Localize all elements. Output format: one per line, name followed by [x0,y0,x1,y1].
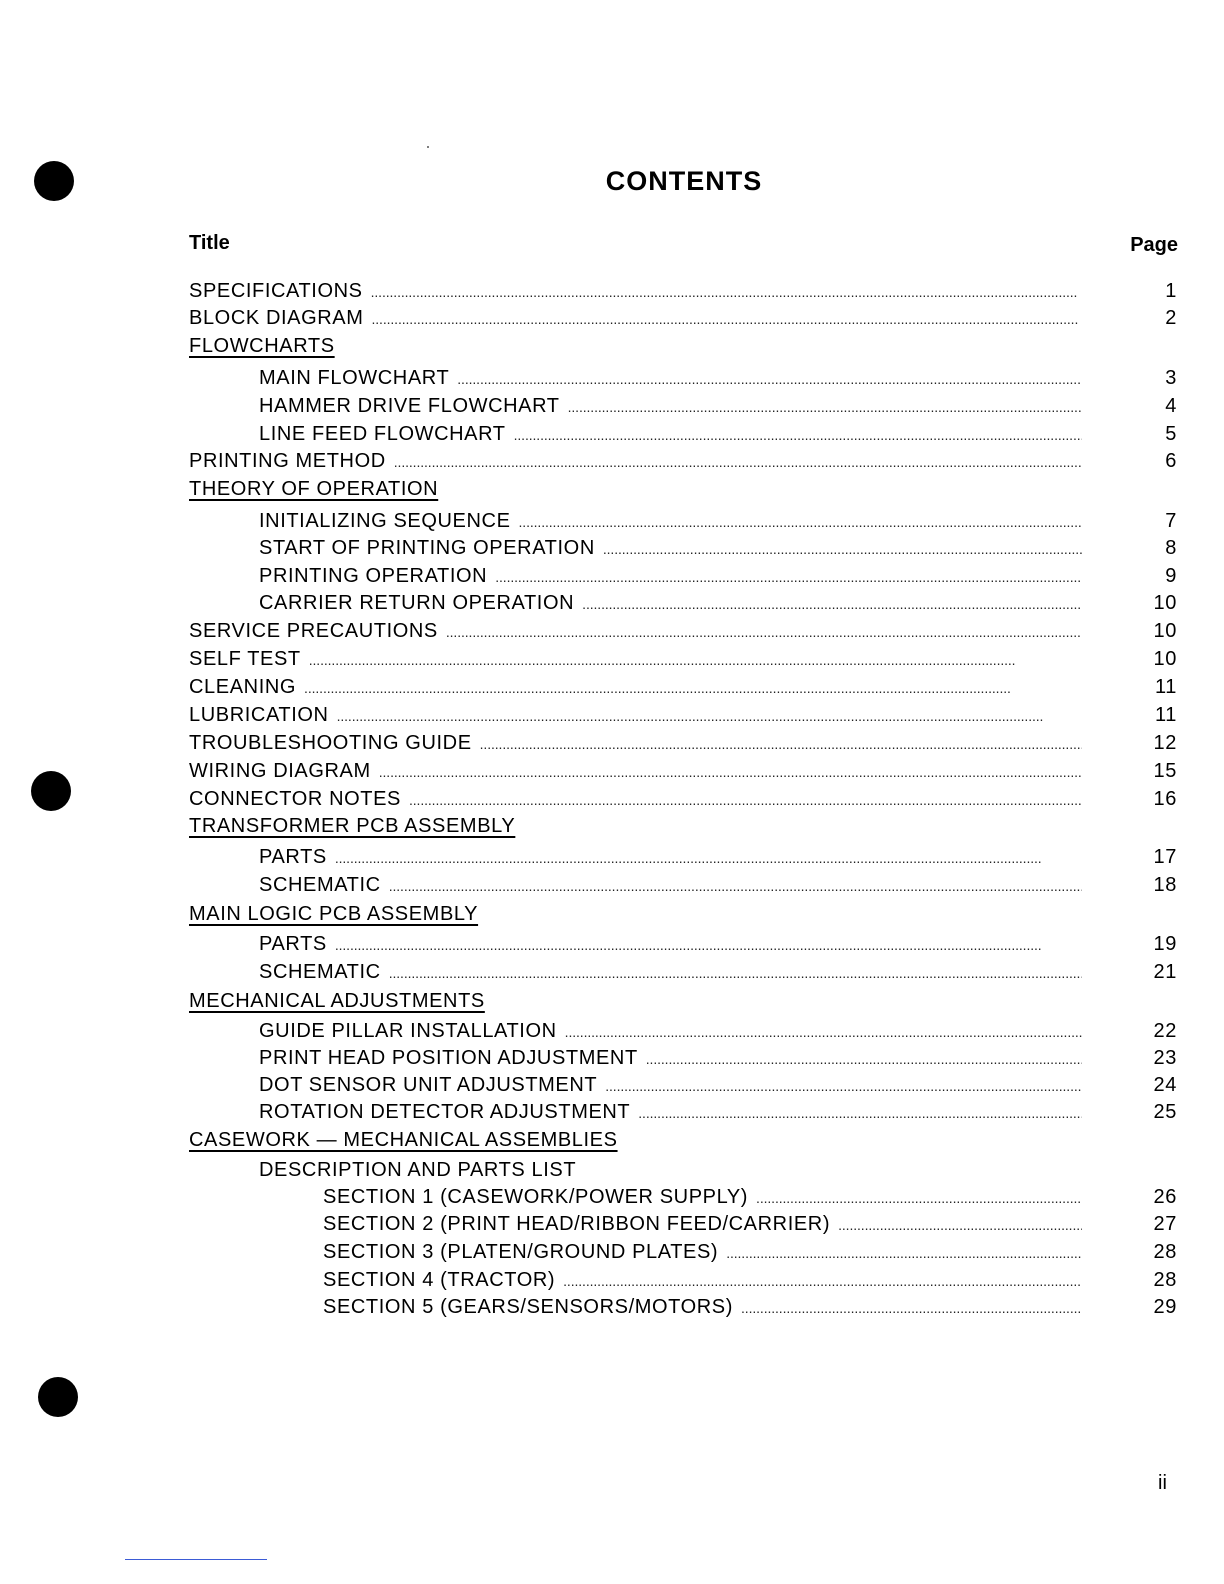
toc-entry-label: SELF TEST [189,648,301,670]
toc-entry-label: LUBRICATION [189,704,329,726]
toc-entry-label: PRINTING METHOD [189,450,386,472]
toc-entry-page: 18 [1153,874,1177,896]
toc-entry [259,510,1177,533]
toc-entry-label: START OF PRINTING OPERATION [259,537,595,559]
toc-entry [189,450,1177,473]
dot-leader [726,1245,1082,1261]
toc-entry-label: SECTION 5 (GEARS/SENSORS/MOTORS) [323,1296,734,1318]
toc-entry-label: TRANSFORMER PCB ASSEMBLY [189,815,516,837]
toc-entry [323,1296,1177,1319]
toc-entry-page: 16 [1153,788,1177,810]
dot-leader [741,1300,1082,1316]
dot-leader [756,1190,1082,1206]
toc-entry-page: 23 [1153,1047,1177,1069]
dot-leader [335,937,1082,953]
toc-entry-page: 15 [1153,760,1177,782]
dot-leader [304,680,1082,696]
toc-entry-label: THEORY OF OPERATION [189,478,439,500]
toc-entry-label: SPECIFICATIONS [189,280,363,302]
toc-entry [189,648,1177,671]
toc-entry [189,760,1177,783]
toc-entry [259,537,1177,560]
dot-leader [638,1105,1082,1121]
dot-leader [495,569,1082,585]
toc-entry-label: SCHEMATIC [259,874,381,896]
toc-entry-label: BLOCK DIAGRAM [189,307,364,329]
dot-leader [379,764,1082,780]
toc-entry-label: SECTION 1 (CASEWORK/POWER SUPPLY) [323,1186,749,1208]
dot-leader [389,965,1082,981]
column-header-title: Title [189,232,230,254]
dot-leader [514,427,1082,443]
toc-entry [323,1269,1177,1292]
toc-entry-page: 17 [1153,846,1177,868]
toc-entry [259,874,1177,897]
dot-leader [371,284,1082,300]
toc-section-heading [189,335,343,358]
toc-entry-label: MAIN LOGIC PCB ASSEMBLY [189,903,479,925]
toc-entry-label: SERVICE PRECAUTIONS [189,620,438,642]
dot-leader [519,514,1082,530]
toc-entry-label: PARTS [259,933,327,955]
toc-entry-page: 4 [1165,395,1177,417]
toc-entry-page: 10 [1153,620,1177,642]
toc-entry-label: INITIALIZING SEQUENCE [259,510,511,532]
dot-leader [337,708,1082,724]
toc-entry [189,704,1177,727]
toc-entry-label: FLOWCHARTS [189,335,335,357]
dot-leader [394,454,1082,470]
dot-leader [603,541,1082,557]
dot-leader [565,1024,1082,1040]
toc-entry [189,676,1177,699]
toc-entry-page: 12 [1153,732,1177,754]
toc-entry [189,280,1177,303]
toc-section-heading [189,1129,626,1152]
toc-entry-page: 22 [1153,1020,1177,1042]
page-title: CONTENTS [605,166,763,196]
toc-entry-label: CONNECTOR NOTES [189,788,401,810]
toc-entry-label: LINE FEED FLOWCHART [259,423,506,445]
toc-entry-page: 5 [1165,423,1177,445]
toc-entry-label: SCHEMATIC [259,961,381,983]
toc-section-heading [189,990,493,1013]
toc-entry-page: 6 [1165,450,1177,472]
toc-entry [323,1213,1177,1236]
toc-entry-label: TROUBLESHOOTING GUIDE [189,732,472,754]
toc-entry [189,620,1177,643]
toc-entry-label: PRINT HEAD POSITION ADJUSTMENT [259,1047,638,1069]
toc-entry-page: 28 [1153,1241,1177,1263]
toc-entry [259,565,1177,588]
toc-entry [259,367,1177,390]
toc-entry-page: 28 [1153,1269,1177,1291]
toc-entry-page: 11 [1155,704,1177,726]
toc-entry-page: 10 [1153,648,1177,670]
toc-entry [259,1047,1177,1070]
toc-entry [259,961,1177,984]
toc-entry [259,1159,584,1182]
toc-entry-page: 24 [1153,1074,1177,1096]
dot-leader [563,1273,1082,1289]
toc-entry [189,732,1177,755]
dot-leader [582,596,1082,612]
toc-entry-page: 27 [1153,1213,1177,1235]
toc-entry-label: DOT SENSOR UNIT ADJUSTMENT [259,1074,598,1096]
dot-leader [389,878,1082,894]
toc-entry [259,423,1177,446]
toc-entry-page: 26 [1153,1186,1177,1208]
toc-entry-label: SECTION 4 (TRACTOR) [323,1269,556,1291]
toc-entry [259,846,1177,869]
page-number: ii [1158,1472,1167,1494]
toc-entry-label: GUIDE PILLAR INSTALLATION [259,1020,557,1042]
toc-entry-page: 21 [1153,961,1177,983]
toc-entry-page: 8 [1165,537,1177,559]
toc-entry-page: 1 [1165,280,1177,302]
toc-entry [323,1241,1177,1264]
dot-leader [605,1078,1082,1094]
toc-entry-label: CARRIER RETURN OPERATION [259,592,575,614]
dot-leader [480,736,1082,752]
toc-entry-page: 25 [1153,1101,1177,1123]
dot-leader [409,792,1082,808]
footer-rule [125,1559,267,1560]
toc-entry-page: 29 [1153,1296,1177,1318]
dot-leader [568,399,1082,415]
toc-entry-label: SECTION 2 (PRINT HEAD/RIBBON FEED/CARRIER) [323,1213,831,1235]
toc-entry-label: ROTATION DETECTOR ADJUSTMENT [259,1101,631,1123]
toc-section-heading [189,815,523,838]
toc-entry [259,1074,1177,1097]
column-header-page: Page [1130,234,1178,256]
toc-section-heading [189,478,446,501]
toc-entry-label: MAIN FLOWCHART [259,367,450,389]
toc-entry-label: PARTS [259,846,327,868]
dot-leader [457,371,1082,387]
toc-entry-page: 3 [1165,367,1177,389]
toc-entry-label: PRINTING OPERATION [259,565,488,587]
toc-entry [259,1020,1177,1043]
toc-entry-page: 7 [1165,510,1177,532]
toc-entry [259,1101,1177,1124]
toc-entry-page: 9 [1165,565,1177,587]
toc-entry [323,1186,1177,1209]
toc-entry [189,307,1177,330]
toc-entry-label: DESCRIPTION AND PARTS LIST [259,1159,577,1181]
dot-leader [335,850,1082,866]
toc-entry [259,592,1177,615]
toc-entry-page: 19 [1153,933,1177,955]
toc-entry-label: HAMMER DRIVE FLOWCHART [259,395,560,417]
dot-leader [646,1051,1082,1067]
toc-entry-label: WIRING DIAGRAM [189,760,371,782]
toc-entry-label: SECTION 3 (PLATEN/GROUND PLATES) [323,1241,719,1263]
dot-leader [372,311,1083,327]
dot-leader [446,624,1082,640]
toc-section-heading [189,903,486,926]
dot-leader [309,652,1082,668]
toc-entry-label: MECHANICAL ADJUSTMENTS [189,990,485,1012]
toc-entry-page: 11 [1155,676,1177,698]
toc-entry-page: 10 [1153,592,1177,614]
dot-leader [838,1217,1082,1233]
toc-entry-label: CASEWORK — MECHANICAL ASSEMBLIES [189,1129,618,1151]
toc-entry [189,788,1177,811]
toc-entry [259,933,1177,956]
toc-entry-label: CLEANING [189,676,297,698]
toc-entry [259,395,1177,418]
toc-entry-page: 2 [1165,307,1177,329]
